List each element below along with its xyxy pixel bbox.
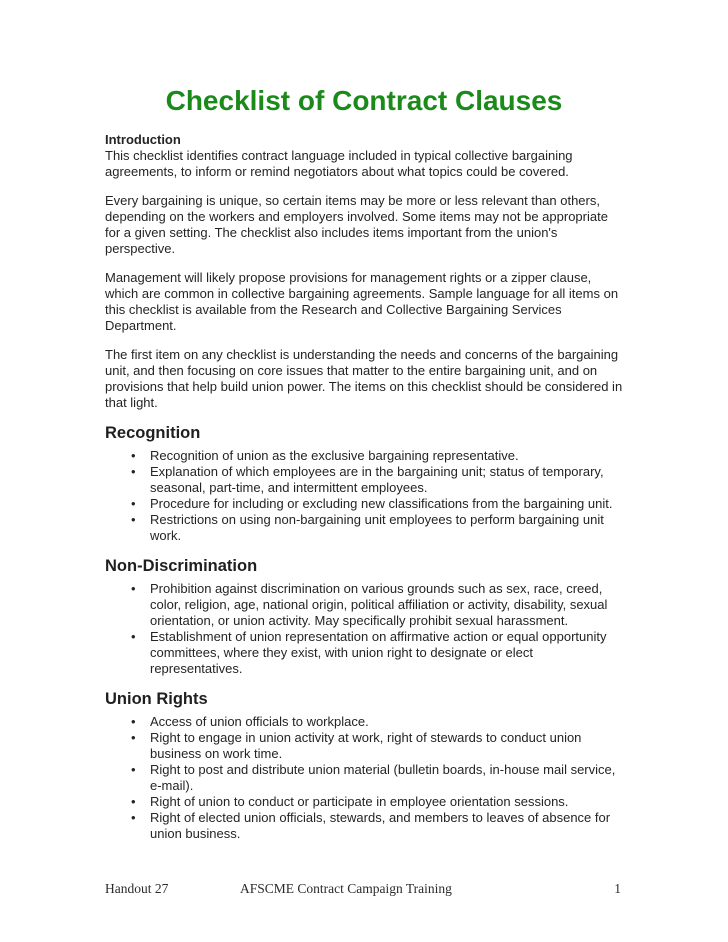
intro-heading: Introduction (105, 132, 181, 147)
footer-handout-label: Handout 27 (105, 881, 169, 896)
bullet-list-recognition (105, 448, 623, 544)
list-item: • Right of union to conduct or participate in employee orientation sessions. (105, 794, 623, 810)
intro-paragraph-4: The first item on any checklist is understanding the needs and concerns of the bargaining unit, and then focusing on core issues that matter to the entire bargaining unit, and on provisions that help build union power. The items on this checklist should be considered in that light. (105, 347, 623, 410)
list-item: • Right of elected union officials, stewards, and members to leaves of absence for union business. (105, 810, 623, 842)
list-item: • Access of union officials to workplace. (105, 714, 623, 730)
section-heading-non-discrimination: Non-Discrimination (105, 557, 258, 575)
bullet-list-union-rights (105, 714, 623, 842)
list-item: • Recognition of union as the exclusive bargaining representative. (105, 448, 623, 464)
document-body (105, 0, 623, 842)
list-item: • Right to engage in union activity at work, right of stewards to conduct union business on work time. (105, 730, 623, 762)
list-item: • Explanation of which employees are in the bargaining unit; status of temporary, seasonal, part-time, and intermittent employees. (105, 464, 623, 496)
list-item: • Right to post and distribute union material (bulletin boards, in-house mail service, e-mail). (105, 762, 623, 794)
list-item: • Prohibition against discrimination on various grounds such as sex, race, creed, color, religion, age, national origin, political affiliation or activity, disability, sexual orientation, or union activity. May specifically prohibit sexual harassment. (105, 581, 623, 629)
bullet-list-non-discrimination (105, 581, 623, 677)
intro-paragraph-1: This checklist identifies contract language included in typical collective bargaining agreements, to inform or remind negotiators about what topics could be covered. (105, 148, 573, 179)
page-footer (105, 881, 623, 899)
list-item: • Establishment of union representation on affirmative action or equal opportunity committees, where they exist, with union right to designate or elect representatives. (105, 629, 623, 677)
intro-paragraph-3: Management will likely propose provisions for management rights or a zipper clause, which are common in collective bargaining agreements. Sample language for all items on this checklist is available from the Research and Collective Bargaining Services Department. (105, 270, 619, 333)
footer-page-number: 1 (614, 881, 621, 896)
document-title: Checklist of Contract Clauses (165, 85, 563, 116)
section-heading-union-rights: Union Rights (105, 690, 208, 708)
section-heading-recognition: Recognition (105, 424, 201, 442)
list-item: • Restrictions on using non-bargaining unit employees to perform bargaining unit work. (105, 512, 623, 544)
intro-paragraph-2: Every bargaining is unique, so certain items may be more or less relevant than others, depending on the workers and employers involved. Some items may not be appropriate for a given setting. The checklist also includes items important from the union's perspective. (105, 193, 608, 256)
footer-course-title: AFSCME Contract Campaign Training (240, 881, 452, 896)
list-item: • Procedure for including or excluding new classifications from the bargaining unit. (105, 496, 623, 512)
